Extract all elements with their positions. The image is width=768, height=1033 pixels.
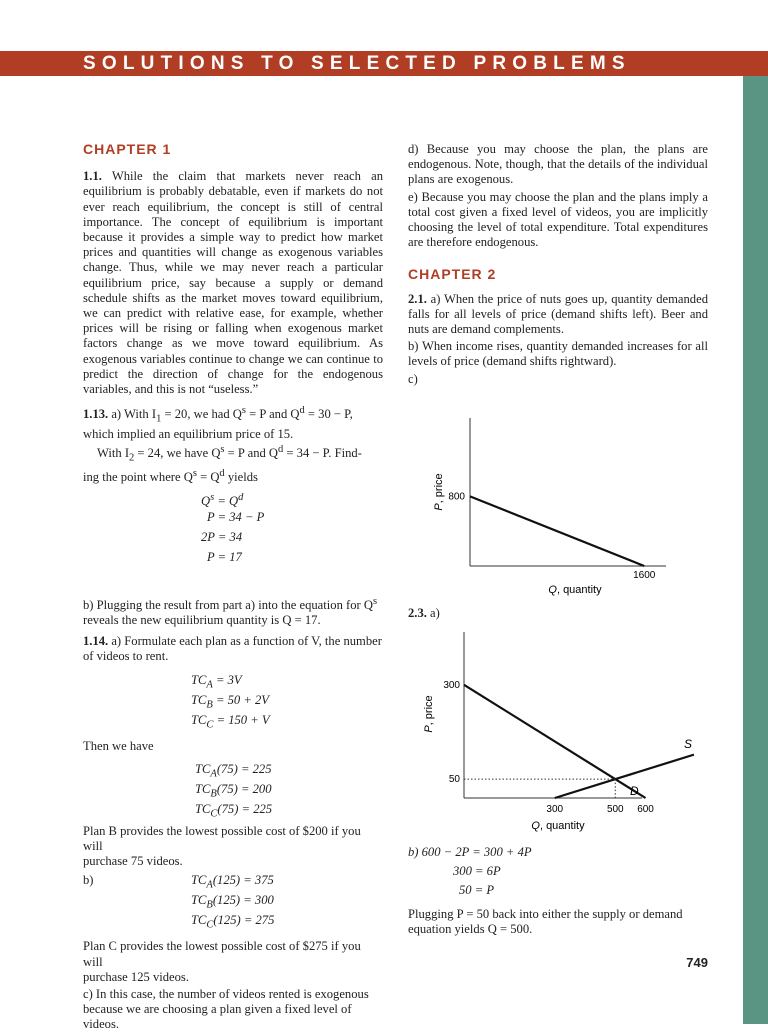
g1-x-tick-1600: 1600: [633, 570, 656, 581]
then-we-have: Then we have: [83, 738, 154, 753]
p1-13-b-pre: With I: [97, 446, 130, 461]
p1-13-b-line2-sup-d: d: [219, 468, 225, 480]
p1-13-b-line2-post: yields: [224, 470, 258, 485]
problem-2-3-number: 2.3.: [408, 606, 427, 620]
tc-a-75-sub: A: [210, 768, 217, 780]
tc-a-125: [191, 873, 274, 893]
g2-supply-label: S: [684, 737, 693, 751]
p1-13-b-sub2: 2: [129, 453, 135, 465]
g2-demand-line: [464, 685, 646, 798]
tc-125-results: [83, 873, 383, 933]
eq-p-34: P = 34 − P: [207, 509, 265, 524]
part-c-line2: because we are choosing a plan given a fixed level of videos.: [83, 1002, 352, 1032]
problem-1-13-find-line: [83, 466, 383, 485]
g1-y-axis-label: [433, 473, 445, 510]
g2-x-axis-label: [531, 820, 585, 832]
problem-1-14-e: e) Because you may choose the plan and the plans imply a total cost given a fixed level of videos, you are implicitly choosing the level of total expenditure. Total expenditures are therefore endogenous.: [408, 189, 708, 250]
tc-a-sub: A: [206, 679, 213, 691]
equation-block-1-13: [83, 490, 383, 578]
p1-13-a-mid3: = 30 − P,: [304, 407, 353, 422]
g2-y-tick-50: 50: [448, 774, 460, 786]
g2-x-label-rest: , quantity: [539, 820, 585, 832]
left-column: [83, 142, 383, 1033]
p1-13-a-line2: which implied an equilibrium price of 15.: [83, 427, 294, 442]
g1-x-label-rest: , quantity: [556, 584, 602, 596]
tc-a-125-label: TC: [191, 873, 207, 888]
tc-a-rhs: = 3V: [212, 672, 242, 687]
tc-b-125-rhs: (125) = 300: [212, 893, 274, 908]
tc-c-def: [191, 713, 270, 733]
tc-a-def: [191, 673, 242, 693]
problem-1-13-with-i2: [83, 442, 383, 466]
eq-300-6p: 300 = 6P: [453, 864, 501, 878]
tc-b-rhs: = 50 + 2V: [212, 692, 270, 707]
g2-x-tick-600: 600: [637, 804, 654, 815]
g1-y-label-rest: , price: [433, 473, 445, 504]
g2-supply-line: [555, 755, 694, 798]
demand-graph-2-1c: [420, 408, 680, 603]
p1-13-part-b-pre: b) Plugging the result from part a) into the equation for Q: [83, 597, 373, 612]
plan-c-line2: purchase 125 videos.: [83, 969, 189, 984]
problem-1-14-c: [83, 987, 383, 1033]
part-b-label: b): [83, 873, 94, 888]
tc-c-label: TC: [191, 712, 207, 727]
problem-2-3-b-equations: [408, 845, 708, 905]
tc-c-125-label: TC: [191, 913, 207, 928]
p1-13-a-sup-s: s: [241, 405, 246, 417]
p1-13-a-sub1: 1: [156, 413, 162, 425]
tc-b-def: [191, 693, 269, 713]
tc-b-125-label: TC: [191, 893, 207, 908]
eq-50-p: 50 = P: [459, 883, 495, 897]
g1-x-axis-label: [548, 584, 602, 596]
plugging-conclusion: [408, 907, 683, 937]
tc-c-125: [191, 913, 274, 933]
tc-b-75-rhs: (75) = 200: [216, 781, 272, 796]
problem-2-1-a: [408, 292, 708, 338]
plugging-line1: Plugging P = 50 back into either the supply or demand: [408, 907, 683, 921]
tc-c-75-sub: C: [210, 808, 218, 820]
tc-c-75-rhs: (75) = 225: [217, 801, 273, 816]
tc-a-75: [195, 762, 272, 782]
tc-b-125-sub: B: [206, 899, 213, 911]
problem-1-14-number: 1.14.: [83, 634, 109, 649]
eq-qs-qd: [201, 490, 243, 509]
plan-c-line1: Plan C provides the lowest possible cost of $275 if you will: [83, 939, 361, 969]
g2-y-axis-label: [423, 695, 435, 732]
p1-13-a-pre: a) With I: [111, 407, 157, 422]
p1-13-a-mid1: = 20, we had Q: [161, 407, 242, 422]
problem-2-3-a: [408, 606, 440, 621]
problem-1-14-d: d) Because you may choose the plan, the plans are endogenous. Note, though, that the details of the individual plans are exogenous.: [408, 142, 708, 187]
tc-a-125-rhs: (125) = 375: [212, 873, 274, 888]
tc-c-75: [195, 802, 272, 822]
problem-1-1: [83, 169, 383, 397]
chapter-1-heading: CHAPTER 1: [83, 141, 172, 157]
plugging-line2: equation yields Q = 500.: [408, 922, 533, 937]
p1-13-b-mid1: = 24, we have Q: [134, 446, 221, 461]
p1-13-part-b-sup: s: [372, 595, 378, 607]
p1-14-text-pre: a) Formulate each plan as a function of V, the number: [111, 634, 382, 649]
tc-c-rhs: = 150 + V: [213, 712, 270, 727]
plan-c-conclusion: [83, 939, 383, 985]
p1-13-b-line2-pre: ing the point where Q: [83, 470, 193, 485]
p1-13-b-sup-d: d: [278, 444, 284, 456]
tc-75-results: [83, 762, 383, 822]
p1-13-b-mid2: = P and Q: [224, 446, 279, 461]
eq-qs-left: Q: [201, 493, 211, 508]
tc-b-125: [191, 893, 274, 913]
chapter-2-heading: CHAPTER 2: [408, 266, 497, 283]
eq-qs-sup: s: [210, 491, 215, 503]
tc-definitions: [83, 673, 383, 733]
g2-x-label-var: Q: [531, 820, 540, 832]
problem-1-13-number: 1.13.: [83, 407, 109, 422]
page-edge-bar: [743, 76, 768, 1024]
problem-2-1-c-label: c): [408, 371, 418, 386]
tc-b-sub: B: [206, 699, 213, 711]
plan-b-line1: Plan B provides the lowest possible cost of $200 if you will: [83, 823, 361, 854]
g2-y-label-var: P: [423, 725, 435, 733]
p1-13-part-b-line2: reveals the new equilibrium quantity is Q = 17.: [83, 613, 321, 628]
g2-y-tick-300: 300: [443, 679, 460, 691]
problem-1-1-text: While the claim that markets never reach an equilibrium is probably debatable, even if markets do not ever reach equilibrium, the concept is still of central importance. The concept of equilibrium is important because it provides a simple way to predict how market prices and quantities will change as exogenous variables change. Thus, while we may never reach a particular equilibrium price, say because a supply or demand schedule shifts as the market moves toward equilibrium, we can predict with relative ease, for example, whether prices will be rising or falling when exogenous market factors change as we move toward equilibrium. As exogenous variables continue to change we can continue to predict the direction of change for the endogenous variables, and this is not “useless.”: [83, 169, 383, 397]
tc-a-75-rhs: (75) = 225: [216, 761, 272, 776]
page-header-title: SOLUTIONS TO SELECTED PROBLEMS: [83, 53, 631, 74]
tc-a-label: TC: [191, 672, 207, 687]
g1-demand-line: [470, 496, 644, 566]
page-number: 749: [686, 955, 708, 970]
g2-demand-label: D: [630, 784, 639, 798]
p1-13-b-mid3: = 34 − P. Find-: [283, 446, 362, 461]
tc-b-75-sub: B: [210, 788, 217, 800]
g2-y-label-rest: , price: [423, 695, 435, 726]
p1-13-a-sup-d: d: [299, 405, 305, 417]
p1-13-b-sup-s: s: [220, 444, 225, 456]
p1-13-b-line2-sup-s: s: [192, 468, 197, 480]
eq-qs-mid: = Q: [214, 493, 239, 508]
p1-14-text-line2: of videos to rent.: [83, 649, 169, 664]
problem-1-14-a: [83, 634, 383, 664]
p1-13-b-line2-mid: = Q: [196, 470, 220, 485]
g1-x-label-var: Q: [548, 584, 557, 596]
problem-1-1-number: 1.1.: [83, 169, 102, 184]
problem-1-13-b: [83, 594, 383, 629]
problem-2-1-b: b) When income rises, quantity demanded increases for all levels of price (demand shifts rightward).: [408, 339, 708, 369]
g2-x-tick-300: 300: [546, 804, 564, 815]
problem-2-1-number: 2.1.: [408, 291, 427, 306]
supply-demand-graph-2-3: [420, 622, 710, 840]
g2-x-tick-500: 500: [606, 804, 624, 815]
problem-2-1-a-text: a) When the price of nuts goes up, quantity demanded falls for all levels of price (demand shifts left). Beer and nuts are demand complements.: [408, 291, 708, 337]
tc-a-125-sub: A: [206, 879, 213, 891]
tc-b-75: [195, 782, 272, 802]
eq-qd-sup: d: [238, 491, 244, 503]
g1-y-label-var: P: [433, 503, 445, 511]
part-c-line1: c) In this case, the number of videos rented is exogenous: [83, 987, 369, 1002]
problem-2-3-a-label: a): [430, 606, 440, 620]
eq-p-17: P = 17: [207, 549, 242, 564]
problem-1-13-a: [83, 403, 383, 442]
tc-c-75-label: TC: [195, 801, 211, 816]
tc-a-75-label: TC: [195, 761, 211, 776]
tc-c-125-rhs: (125) = 275: [213, 913, 275, 928]
tc-c-125-sub: C: [206, 919, 214, 931]
tc-b-75-label: TC: [195, 781, 211, 796]
plan-b-conclusion: [83, 824, 383, 870]
tc-b-label: TC: [191, 692, 207, 707]
p1-13-a-mid2: = P and Q: [245, 407, 300, 422]
g1-y-tick-800: 800: [448, 491, 465, 503]
tc-c-sub: C: [206, 719, 214, 731]
eq-600-2p: b) 600 − 2P = 300 + 4P: [408, 845, 532, 859]
right-column: [408, 142, 708, 387]
plan-b-line2: purchase 75 videos.: [83, 854, 183, 869]
eq-2p-34: 2P = 34: [201, 529, 243, 544]
